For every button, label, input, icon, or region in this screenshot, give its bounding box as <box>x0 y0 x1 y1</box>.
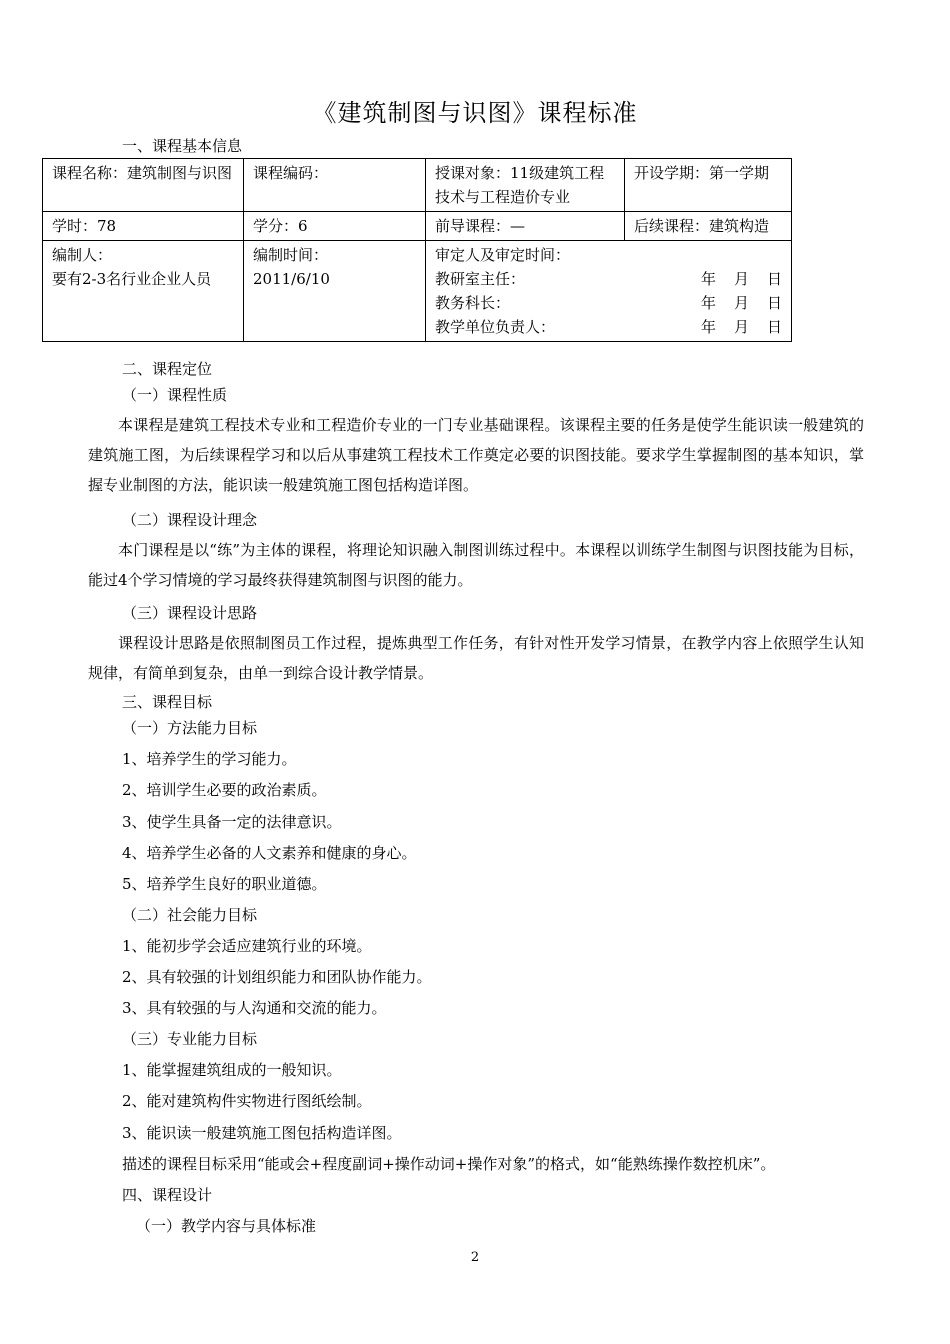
cell-course-name: 课程名称：建筑制图与识图 <box>43 159 244 212</box>
date-placeholder-1: 年 月 日 <box>700 270 782 288</box>
cell-audience: 授课对象：11级建筑工程技术与工程造价专业 <box>426 159 625 212</box>
course-info-table <box>42 158 792 342</box>
section-heading-positioning: 二、课程定位 <box>122 360 213 378</box>
reviewer-2-label: 教务科长： <box>435 294 511 312</box>
cell-followup: 后续课程：建筑构造 <box>625 212 792 241</box>
cell-edit-time <box>244 241 426 342</box>
subheading-teaching-content: （一）教学内容与具体标准 <box>136 1217 317 1235</box>
list-item: 1、能掌握建筑组成的一般知识。 <box>122 1061 342 1079</box>
objectives-format-note: 描述的课程目标采用“能或会+程度副词+操作动词+操作对象”的格式，如“能熟练操作数控机床”。 <box>122 1155 776 1173</box>
reviewer-1-label: 教研室主任： <box>435 270 526 288</box>
reviewer-3-label: 教学单位负责人： <box>435 318 556 336</box>
list-item: 2、能对建筑构件实物进行图纸绘制。 <box>122 1092 372 1110</box>
list-item: 3、具有较强的与人沟通和交流的能力。 <box>122 999 387 1017</box>
reviewer-row-1 <box>435 267 782 291</box>
list-item: 3、能识读一般建筑施工图包括构造详图。 <box>122 1124 402 1142</box>
date-placeholder-3: 年 月 日 <box>700 318 782 336</box>
list-item: 2、培训学生必要的政治素质。 <box>122 781 327 799</box>
editor-label: 编制人： <box>52 246 113 264</box>
subheading-social-ability: （二）社会能力目标 <box>122 906 258 924</box>
cell-hours: 学时：78 <box>43 212 244 241</box>
cell-semester: 开设学期：第一学期 <box>625 159 792 212</box>
date-placeholder-2: 年 月 日 <box>700 294 782 312</box>
cell-credits: 学分：6 <box>244 212 426 241</box>
list-item: 2、具有较强的计划组织能力和团队协作能力。 <box>122 968 432 986</box>
reviewer-row-3 <box>435 315 782 339</box>
edit-time-value: 2011/6/10 <box>253 270 330 288</box>
list-item: 5、培养学生良好的职业道德。 <box>122 875 327 893</box>
page-title: 《建筑制图与识图》课程标准 <box>312 99 638 127</box>
list-item: 1、能初步学会适应建筑行业的环境。 <box>122 937 372 955</box>
cell-course-code: 课程编码： <box>244 159 426 212</box>
section-heading-objectives: 三、课程目标 <box>122 693 213 711</box>
list-item: 3、使学生具备一定的法律意识。 <box>122 813 342 831</box>
page-number: 2 <box>470 1250 480 1265</box>
cell-prereq: 前导课程：— <box>426 212 625 241</box>
paragraph-design-idea: 课程设计思路是依照制图员工作过程，提炼典型工作任务，有针对性开发学习情景，在教学内容上依照学生认知规律，有简单到复杂，由单一到综合设计教学情景。 <box>88 634 864 682</box>
subheading-course-nature: （一）课程性质 <box>122 386 228 404</box>
cell-editor <box>43 241 244 342</box>
paragraph-design-concept: 本门课程是以“练”为主体的课程，将理论知识融入制图训练过程中。本课程以训练学生制图与识图技能为目标，能过4个学习情境的学习最终获得建筑制图与识图的能力。 <box>88 541 864 589</box>
section-heading-basic-info: 一、课程基本信息 <box>122 137 243 155</box>
edit-time-label: 编制时间： <box>253 246 329 264</box>
cell-review <box>426 241 792 342</box>
subheading-design-concept: （二）课程设计理念 <box>122 511 258 529</box>
list-item: 1、培养学生的学习能力。 <box>122 750 297 768</box>
section-heading-course-design: 四、课程设计 <box>122 1186 213 1204</box>
subheading-design-idea: （三）课程设计思路 <box>122 604 258 622</box>
subheading-professional-ability: （三）专业能力目标 <box>122 1030 258 1048</box>
editor-value: 要有2-3名行业企业人员 <box>52 270 212 288</box>
paragraph-course-nature: 本课程是建筑工程技术专业和工程造价专业的一门专业基础课程。该课程主要的任务是使学生能识读一般建筑的建筑施工图，为后续课程学习和以后从事建筑工程技术工作奠定必要的识图技能。要求学生掌握制图的基本知识，掌握专业制图的方法，能识读一般建筑施工图包括构造详图。 <box>88 416 864 494</box>
subheading-method-ability: （一）方法能力目标 <box>122 719 258 737</box>
reviewer-row-2 <box>435 291 782 315</box>
list-item: 4、培养学生必备的人文素养和健康的身心。 <box>122 844 417 862</box>
review-label: 审定人及审定时间： <box>435 246 571 264</box>
